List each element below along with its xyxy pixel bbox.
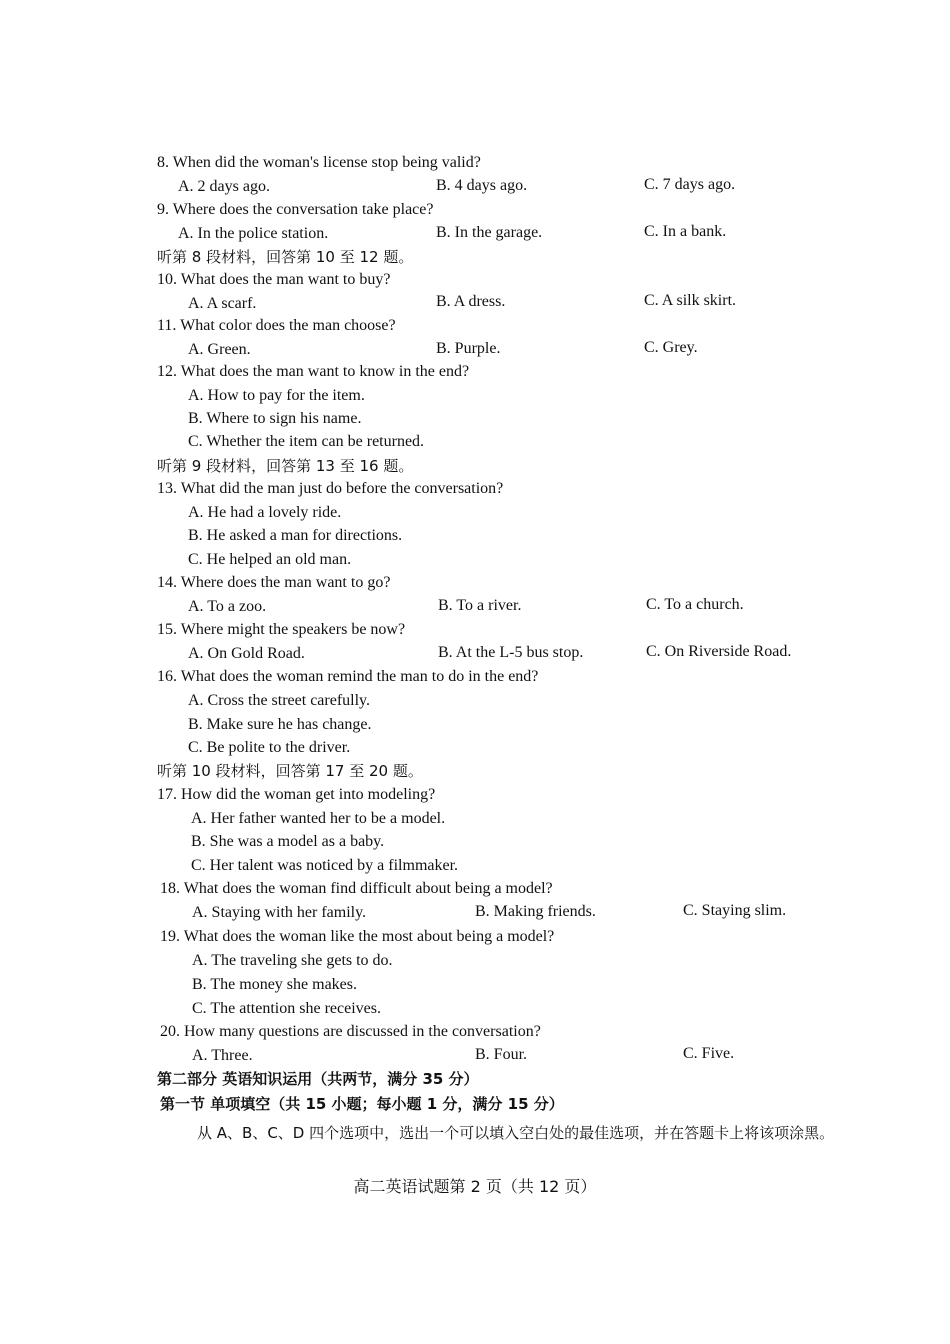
question-8: 8. When did the woman's license stop being valid? [157, 154, 481, 171]
instruction-text [160, 1118, 840, 1148]
section-1-title: 第一节 单项填空（共 15 小题；每小题 1 分，满分 15 分） [160, 1095, 564, 1113]
option-16a: A. Cross the street carefully. [188, 692, 371, 709]
question-9: 9. Where does the conversation take place? [157, 201, 434, 218]
option-14b: B. To a river. [438, 597, 522, 614]
option-20c: C. Five. [683, 1045, 735, 1062]
option-18a: A. Staying with her family. [192, 904, 367, 921]
option-20a: A. Three. [192, 1047, 253, 1064]
option-19c: C. The attention she receives. [192, 1000, 381, 1017]
option-15a: A. On Gold Road. [188, 645, 305, 662]
option-17c: C. Her talent was noticed by a filmmaker. [191, 857, 459, 874]
option-12c: C. Whether the item can be returned. [188, 433, 425, 450]
option-10c: C. A silk skirt. [644, 292, 737, 309]
part-2-title: 第二部分 英语知识运用（共两节，满分 35 分） [157, 1070, 479, 1088]
option-13c: C. He helped an old man. [188, 551, 352, 568]
segment-10-header: 听第 10 段材料，回答第 17 至 20 题。 [157, 762, 423, 780]
question-10: 10. What does the man want to buy? [157, 271, 391, 288]
question-13: 13. What did the man just do before the conversation? [157, 480, 504, 497]
option-15c: C. On Riverside Road. [646, 643, 792, 660]
option-19b: B. The money she makes. [192, 976, 358, 993]
option-8c: C. 7 days ago. [644, 176, 736, 193]
option-11c: C. Grey. [644, 339, 698, 356]
option-14c: C. To a church. [646, 596, 744, 613]
option-17a: A. Her father wanted her to be a model. [191, 810, 446, 827]
option-16b: B. Make sure he has change. [188, 716, 372, 733]
option-9c: C. In a bank. [644, 223, 727, 240]
question-12: 12. What does the man want to know in the end? [157, 363, 470, 380]
page-footer: 高二英语试题第 2 页（共 12 页） [353, 1177, 597, 1196]
option-10b: B. A dress. [436, 293, 506, 310]
option-13b: B. He asked a man for directions. [188, 527, 403, 544]
option-15b: B. At the L-5 bus stop. [438, 644, 584, 661]
segment-8-header: 听第 8 段材料，回答第 10 至 12 题。 [157, 248, 414, 266]
option-13a: A. He had a lovely ride. [188, 504, 342, 521]
question-11: 11. What color does the man choose? [157, 317, 396, 334]
option-14a: A. To a zoo. [188, 598, 267, 615]
question-17: 17. How did the woman get into modeling? [157, 786, 436, 803]
instruction-body: 从 A、B、C、D 四个选项中，选出一个可以填入空白处的最佳选项，并在答题卡上将该项涂黑。 [197, 1124, 835, 1142]
question-14: 14. Where does the man want to go? [157, 574, 391, 591]
option-20b: B. Four. [475, 1046, 528, 1063]
option-11b: B. Purple. [436, 340, 501, 357]
option-18b: B. Making friends. [475, 903, 596, 920]
question-20: 20. How many questions are discussed in the conversation? [160, 1023, 541, 1040]
question-16: 16. What does the woman remind the man to do in the end? [157, 668, 539, 685]
option-11a: A. Green. [188, 341, 251, 358]
option-9b: B. In the garage. [436, 224, 543, 241]
option-8b: B. 4 days ago. [436, 177, 528, 194]
option-8a: A. 2 days ago. [178, 178, 270, 195]
option-18c: C. Staying slim. [683, 902, 787, 919]
option-12b: B. Where to sign his name. [188, 410, 362, 427]
question-15: 15. Where might the speakers be now? [157, 621, 406, 638]
option-16c: C. Be polite to the driver. [188, 739, 351, 756]
option-10a: A. A scarf. [188, 295, 257, 312]
question-19: 19. What does the woman like the most about being a model? [160, 928, 555, 945]
question-18: 18. What does the woman find difficult about being a model? [160, 880, 553, 897]
option-17b: B. She was a model as a baby. [191, 833, 385, 850]
option-9a: A. In the police station. [178, 225, 329, 242]
option-19a: A. The traveling she gets to do. [192, 952, 393, 969]
segment-9-header: 听第 9 段材料，回答第 13 至 16 题。 [157, 457, 414, 475]
option-12a: A. How to pay for the item. [188, 387, 365, 404]
